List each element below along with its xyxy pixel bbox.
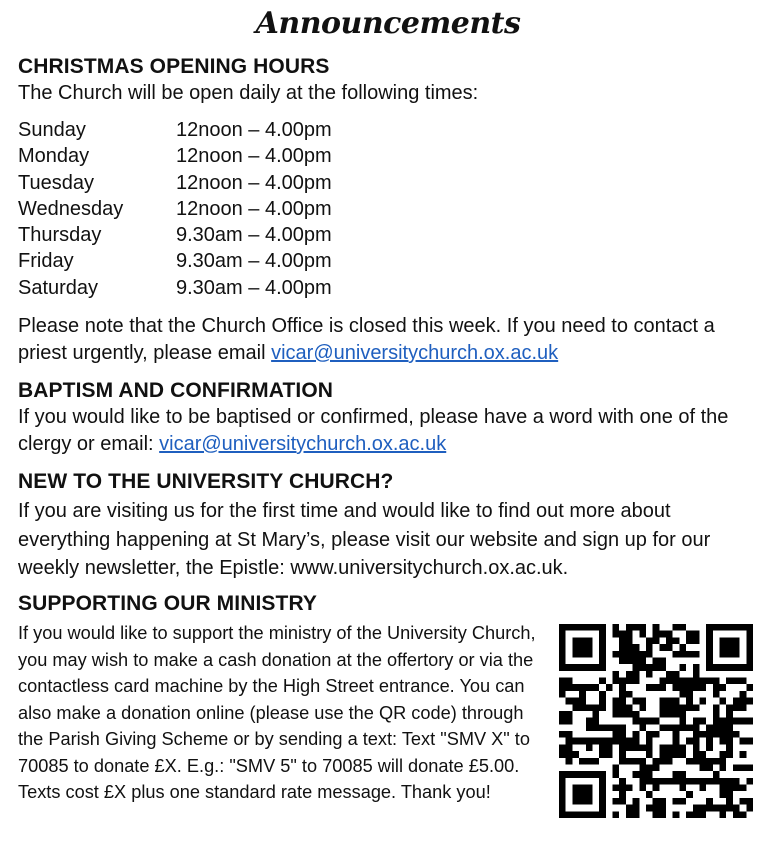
- office-closed-note: [18, 313, 753, 367]
- baptism-text: [18, 404, 753, 458]
- christmas-intro: The Church will be open daily at the following times:: [18, 82, 479, 104]
- hours-day: Tuesday: [18, 171, 94, 194]
- baptism-email-link[interactable]: vicar@universitychurch.ox.ac.uk: [159, 433, 447, 455]
- hours-time: 9.30am – 4.00pm: [176, 276, 332, 299]
- vicar-email-link[interactable]: vicar@universitychurch.ox.ac.uk: [271, 342, 559, 364]
- hours-day: Friday: [18, 250, 74, 273]
- hours-time: 9.30am – 4.00pm: [176, 224, 332, 247]
- hours-day: Sunday: [18, 119, 86, 141]
- hours-time: 9.30am – 4.00pm: [176, 250, 332, 273]
- opening-hours-table: [18, 117, 418, 301]
- office-note-text: Please note that the Church Office is closed this week. If you need to contact a priest urgently, please email: [18, 315, 715, 364]
- baptism-heading: BAPTISM AND CONFIRMATION: [18, 379, 334, 402]
- hours-row: [18, 143, 418, 169]
- hours-time: 12noon – 4.00pm: [176, 145, 332, 168]
- page-title: Announcements: [255, 6, 521, 41]
- hours-row: [18, 196, 418, 222]
- hours-day: Monday: [18, 145, 90, 168]
- hours-row: [18, 222, 418, 248]
- new-visitors-text: If you are visiting us for the first time and would like to find out more about everything happening at St Mary’s, please visit our website and sign up for our weekly newsletter, the Epistle: www.universitychurch.ox.ac.uk.: [18, 500, 711, 579]
- donation-qr-code[interactable]: [559, 624, 753, 818]
- baptism-text-body: If you would like to be baptised or confirmed, please have a word with one of the clergy or email:: [18, 406, 729, 455]
- hours-day: Wednesday: [18, 197, 124, 220]
- hours-row: [18, 248, 418, 274]
- hours-row: [18, 170, 418, 196]
- hours-time: 12noon – 4.00pm: [176, 197, 332, 220]
- christmas-heading: CHRISTMAS OPENING HOURS: [18, 55, 330, 78]
- ministry-heading: SUPPORTING OUR MINISTRY: [18, 592, 318, 615]
- hours-day: Thursday: [18, 224, 102, 247]
- hours-time: 12noon – 4.00pm: [176, 119, 332, 141]
- ministry-text: If you would like to support the ministry of the University Church, you may wish to make a cash donation at the offertory or via the contactless card machine by the High Street entrance. You can also make a donation online (please use the QR code) through the Parish Giving Scheme or by sending a text: Text "SMV X" to 70085 to donate £X. E.g.: "SMV 5" to 70085 will donate £5.00. Texts cost £X plus one standard rate message. Thank you!: [18, 623, 536, 802]
- hours-time: 12noon – 4.00pm: [176, 171, 332, 194]
- new-visitors-heading: NEW TO THE UNIVERSITY CHURCH?: [18, 470, 394, 493]
- hours-day: Saturday: [18, 276, 99, 299]
- hours-row: [18, 275, 418, 301]
- hours-row: [18, 117, 418, 143]
